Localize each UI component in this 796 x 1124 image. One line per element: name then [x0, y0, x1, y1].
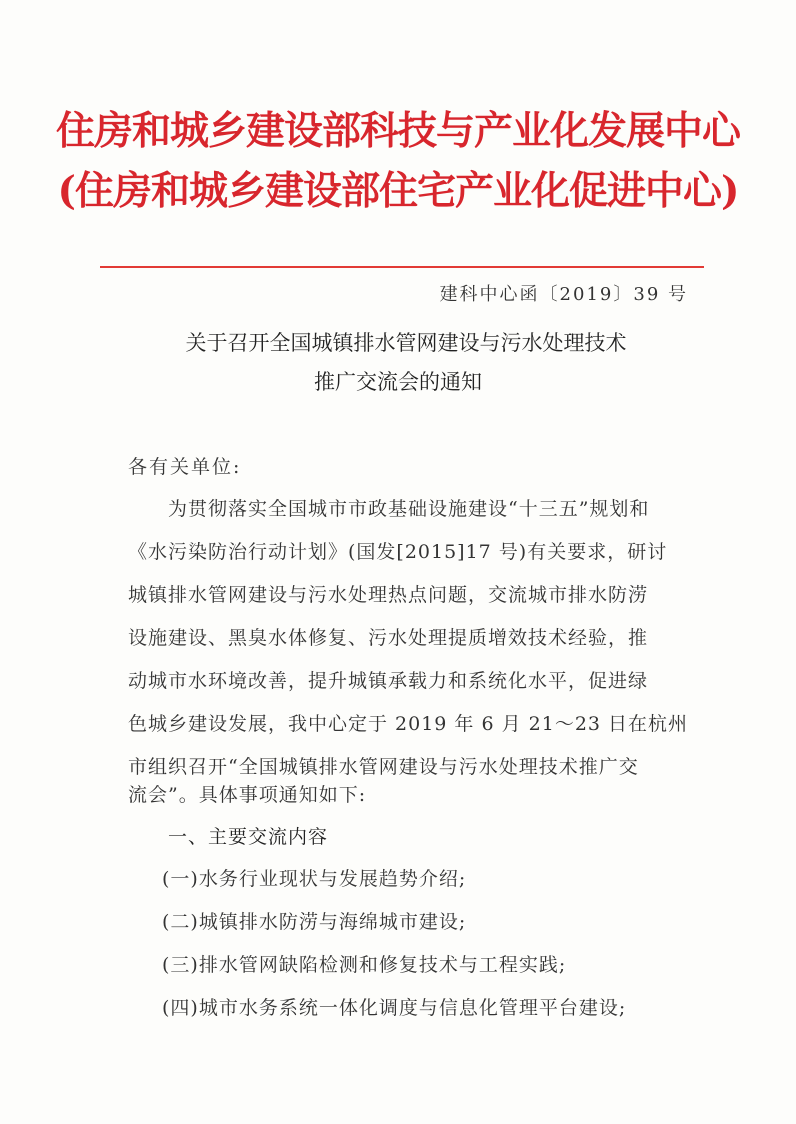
salutation: 各有关单位: [128, 456, 242, 478]
paragraph-line: 色城乡建设发展，我中心定于 2019 年 6 月 21～23 日在杭州 [128, 713, 689, 735]
list-item: (二)城镇排水防涝与海绵城市建设; [162, 911, 467, 933]
paragraph-line: 为贯彻落实全国城市市政基础设施建设“十三五”规划和 [168, 498, 650, 520]
paragraph-line: 流会”。具体事项通知如下: [128, 784, 367, 806]
issuing-organization-alt-name: (住房和城乡建设部住宅产业化促进中心) [57, 168, 739, 214]
paragraph-line: 设施建设、黑臭水体修复、污水处理提质增效技术经验，推 [128, 627, 649, 649]
red-header-divider [100, 266, 704, 268]
paragraph-line: 城镇排水管网建设与污水处理热点问题，交流城市排水防涝 [128, 584, 649, 606]
section-heading: 一、主要交流内容 [168, 826, 329, 848]
paragraph-line: 市组织召开“全国城镇排水管网建设与污水处理技术推广交 [128, 756, 639, 778]
list-item: (一)水务行业现状与发展趋势介绍; [162, 868, 467, 890]
document-number: 建科中心函〔2019〕39 号 [439, 284, 688, 305]
issuing-organization-name: 住房和城乡建设部科技与产业化发展中心 [55, 108, 740, 154]
document-title-line-2: 推广交流会的通知 [314, 370, 482, 394]
paragraph-line: 动城市水环境改善，提升城镇承载力和系统化水平，促进绿 [128, 670, 649, 692]
list-item: (四)城市水务系统一体化调度与信息化管理平台建设; [162, 997, 627, 1019]
document-title-line-1: 关于召开全国城镇排水管网建设与污水处理技术 [185, 331, 627, 355]
paragraph-line: 《水污染防治行动计划》(国发[2015]17 号)有关要求，研讨 [128, 541, 668, 563]
list-item: (三)排水管网缺陷检测和修复技术与工程实践; [162, 954, 567, 976]
